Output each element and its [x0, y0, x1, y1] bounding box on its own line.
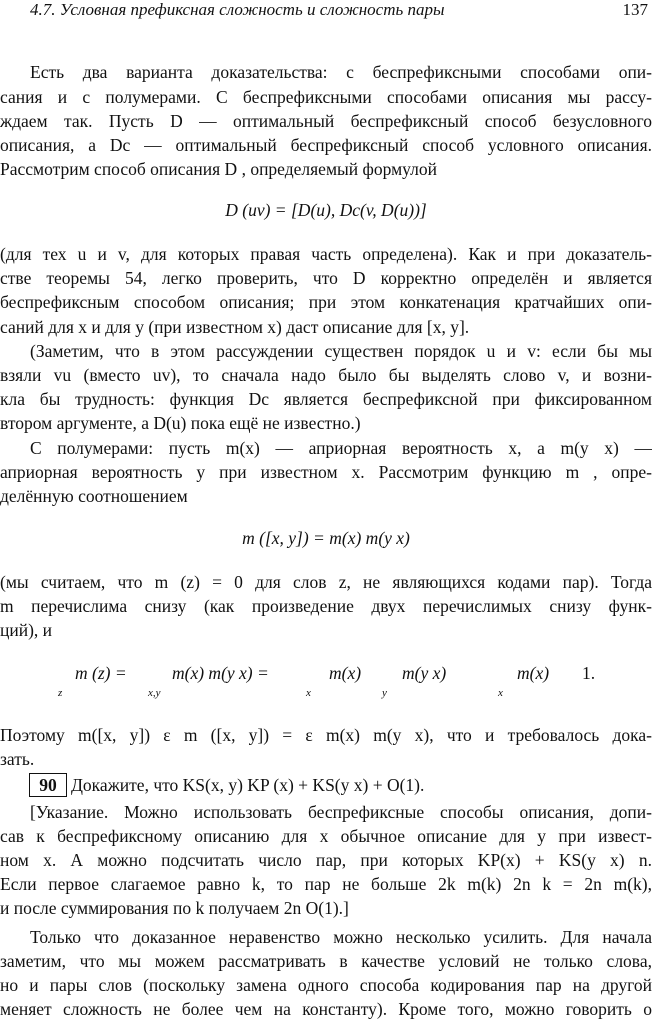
- text-line: кла бы трудность: функция Dc является беспрефиксной при фиксированном: [0, 389, 652, 409]
- text-line: описания, а Dc — оптимальный беспрефиксный способ условного описания.: [0, 135, 652, 155]
- sum-subscript: x: [498, 687, 503, 699]
- running-header: [0, 0, 652, 26]
- text-line: сания и с полумерами. С беспрефиксными способами описания мы рассу-: [0, 87, 652, 107]
- page-number: 137: [622, 0, 648, 19]
- text-line: ждаем так. Пусть D — оптимальный беспрефиксный способ безусловного: [0, 111, 652, 131]
- text-line: саний для x и для y (при известном x) даст описание для [x, y].: [0, 317, 470, 337]
- exercise-statement: Докажите, что KS(x, y) KP (x) + KS(y x) + O(1).: [71, 775, 425, 795]
- text-line: и после суммирования по k получаем 2n O(1).]: [0, 898, 349, 918]
- text-line: С полумерами: пусть m(x) — априорная вероятность x, а m(y x) —: [30, 438, 652, 458]
- sum-subscript: x,y: [148, 687, 161, 699]
- text-line: m перечислима снизу (как произведение двух перечислимых снизу функ-: [0, 596, 652, 616]
- text-line: априорная вероятность y при известном x. Рассмотрим функцию m , опре-: [0, 462, 652, 482]
- text-line: втором аргументе, а D(u) пока ещё не известно.): [0, 413, 361, 433]
- sum-term: m(x): [329, 663, 362, 683]
- text-line: сав к беспрефиксному описанию для x обычное описание для y при извест-: [0, 826, 652, 846]
- sum-term: m (z) =: [75, 663, 127, 683]
- text-line: Рассмотрим способ описания D , определяемый формулой: [0, 159, 437, 179]
- text-line: ций), и: [0, 620, 53, 640]
- sum-term: m(x): [517, 663, 550, 683]
- text-line: Поэтому m([x, y]) ε m ([x, y]) = ε m(x) m(y x), что и требовалось дока-: [0, 725, 652, 745]
- text-line: (для тех u и v, для которых правая часть определена). Как и при доказатель-: [0, 244, 652, 264]
- sum-subscript: x: [306, 687, 311, 699]
- text-line: Есть два варианта доказательства: с беспрефиксными способами опи-: [30, 62, 652, 82]
- text-line: меняет сложность не более чем на константу). Кроме того, можно говорить о: [0, 999, 652, 1019]
- text-line: [Указание. Можно использовать беспрефиксные способы описания, допи-: [30, 802, 652, 822]
- sum-subscript: z: [58, 687, 63, 699]
- formula-d-prime: D (uv) = [D(u), Dc(v, D(u))]: [225, 200, 427, 220]
- text-line: Если первое слагаемое равно k, то пар не больше 2k m(k) 2n k = 2n m(k),: [0, 874, 652, 894]
- text-line: заметим, что мы можем рассматривать в качестве условий не только слова,: [0, 951, 652, 971]
- text-line: зать.: [0, 749, 35, 769]
- text-line: ном x. А можно подсчитать число пар, при которых KP(x) + KS(y x) n.: [0, 850, 652, 870]
- running-title: 4.7. Условная префиксная сложность и сложность пары: [30, 0, 445, 19]
- text-line: беспрефиксным способом описания; при этом конкатенация кратчайших опи-: [0, 292, 652, 312]
- text-line: делённую соотношением: [0, 486, 188, 506]
- exercise-number: 90: [29, 773, 67, 797]
- text-line: (мы считаем, что m (z) = 0 для слов z, не являющихся кодами пар). Тогда: [0, 572, 652, 592]
- text-line: стве теоремы 54, легко проверить, что D корректно определён и является: [0, 268, 652, 288]
- text-line: (Заметим, что в этом рассуждении существен порядок u и v: если бы мы: [30, 341, 652, 361]
- formula-m-prime: m ([x, y]) = m(x) m(y x): [242, 528, 410, 548]
- text-line: взяли vu (вместо uv), то сначала надо было бы выделять слово v, и возни-: [0, 365, 652, 385]
- sum-term: m(y x): [402, 663, 447, 683]
- text-line: но и пары слов (поскольку замена одного способа кодирования пар на другой: [0, 975, 652, 995]
- sum-term: 1.: [582, 663, 596, 683]
- sum-term: m(x) m(y x) =: [172, 663, 269, 683]
- sum-formula: [0, 663, 652, 703]
- sum-subscript: y: [382, 687, 387, 699]
- text-line: Только что доказанное неравенство можно несколько усилить. Для начала: [30, 927, 652, 947]
